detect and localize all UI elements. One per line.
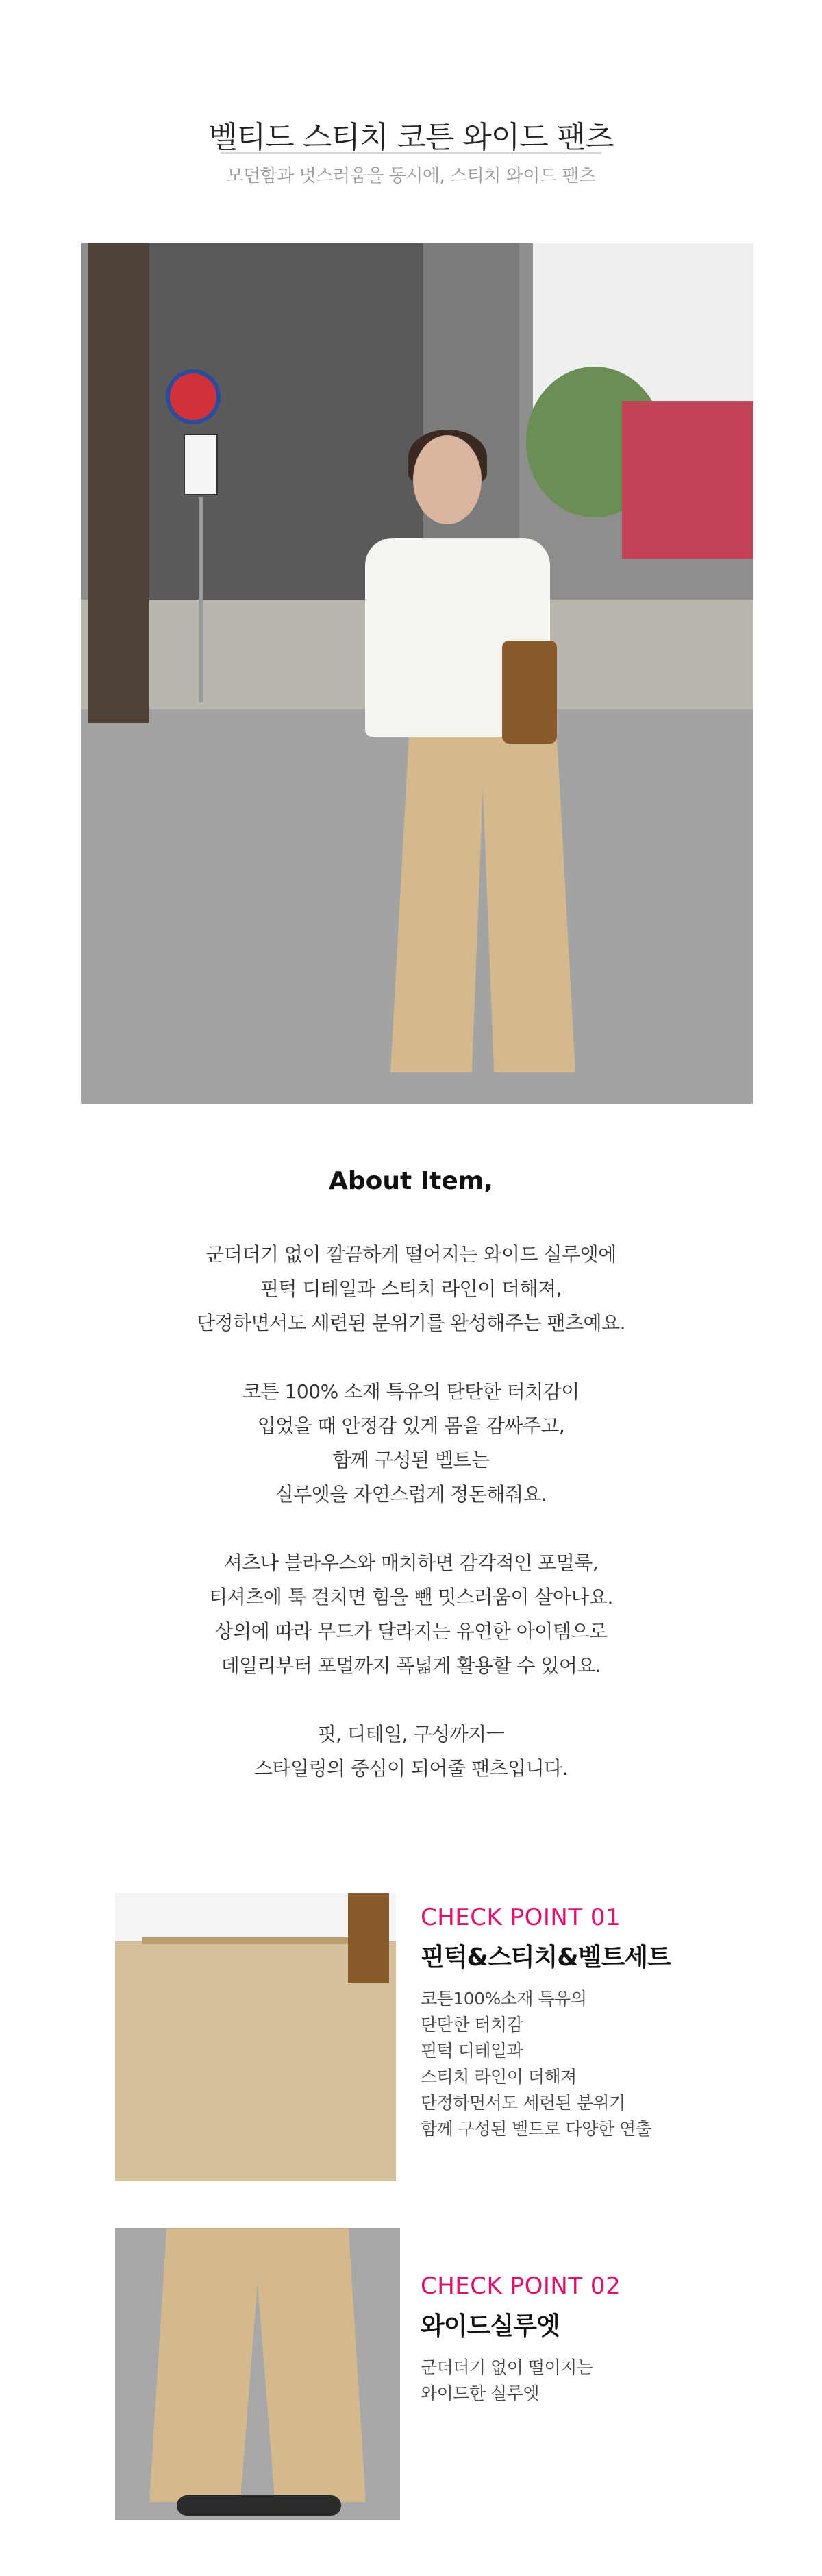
checkpoint-line: 군더더기 없이 떨이지는 (421, 2357, 593, 2377)
photo-model-face (413, 435, 482, 524)
about-line: 데일리부터 포멀까지 폭넓게 활용할 수 있어요. (221, 1654, 601, 1677)
about-line: 함께 구성된 벨트는 (332, 1449, 490, 1471)
photo-brown-bag (348, 1893, 389, 1983)
about-line: 핀턱 디테일과 스티치 라인이 더해져, (260, 1277, 562, 1300)
page-title: 벨티드 스티치 코튼 와이드 팬츠 (208, 120, 614, 155)
about-line: 핏, 디테일, 구성까지ㅡ (317, 1723, 505, 1745)
photo-tree-trunk (88, 243, 149, 723)
checkpoint-01-description (421, 1986, 651, 2142)
checkpoint-02-description (421, 2355, 593, 2407)
photo-sign-plate (184, 434, 218, 495)
photo-belt (142, 1937, 375, 1944)
checkpoint-line: 스티치 라인이 더해져 (421, 2067, 577, 2087)
photo-shoes (177, 2495, 341, 2516)
about-line: 단정하면서도 세련된 분위기를 완성해주는 팬츠예요. (196, 1312, 626, 1334)
about-line: 스타일링의 중심이 되어줄 팬츠입니다. (253, 1757, 569, 1780)
checkpoint-line: 탄탄한 터치감 (421, 2015, 523, 2035)
checkpoint-line: 단정하면서도 세련된 분위기 (421, 2093, 625, 2113)
hero-model-photo (81, 243, 754, 1104)
about-paragraph-1 (0, 1238, 822, 1340)
checkpoint-01-photo (115, 1893, 396, 2181)
about-line: 코튼 100% 소재 특유의 탄탄한 터치감이 (242, 1380, 580, 1403)
no-parking-sign-icon (166, 369, 221, 424)
checkpoint-line: 핀턱 디테일과 (421, 2041, 523, 2061)
photo-sign-pole (199, 497, 203, 702)
checkpoint-01-label: CHECK POINT 01 (421, 1904, 621, 1931)
page-subtitle: 모던함과 멋스러움을 동시에, 스티치 와이드 팬츠 (226, 166, 596, 186)
photo-wide-pants (149, 2228, 366, 2502)
about-paragraph-4 (0, 1717, 822, 1786)
photo-red-glass (622, 401, 754, 559)
checkpoint-02-photo (115, 2228, 400, 2520)
about-line: 실루엣을 자연스럽게 정돈해줘요. (275, 1483, 547, 1506)
photo-brown-bag (502, 641, 557, 744)
checkpoint-line: 코튼100%소재 특유의 (421, 1989, 587, 2009)
about-line: 티셔츠에 툭 걸치면 힘을 뺀 멋스러움이 살아나요. (209, 1586, 613, 1608)
about-line: 상의에 따라 무드가 달라지는 유연한 아이템으로 (214, 1620, 608, 1643)
checkpoint-line: 와이드한 실루엣 (421, 2383, 539, 2403)
about-paragraph-2 (0, 1375, 822, 1512)
about-line: 군더더기 없이 깔끔하게 떨어지는 와이드 실루엣에 (206, 1243, 616, 1266)
about-line: 셔츠나 블라우스와 매치하면 감각적인 포멀룩, (223, 1551, 599, 1574)
checkpoint-01-heading: 핀턱&스티치&벨트세트 (421, 1943, 671, 1972)
title-divider (221, 152, 601, 154)
about-line: 입었을 때 안정감 있게 몸을 감싸주고, (257, 1414, 565, 1437)
checkpoint-02-label: CHECK POINT 02 (421, 2272, 621, 2300)
checkpoint-02-heading: 와이드실루엣 (421, 2312, 560, 2340)
checkpoint-line: 함께 구성된 벨트로 다양한 연출 (421, 2119, 652, 2139)
about-paragraph-3 (0, 1546, 822, 1683)
about-item-title: About Item, (329, 1167, 493, 1195)
